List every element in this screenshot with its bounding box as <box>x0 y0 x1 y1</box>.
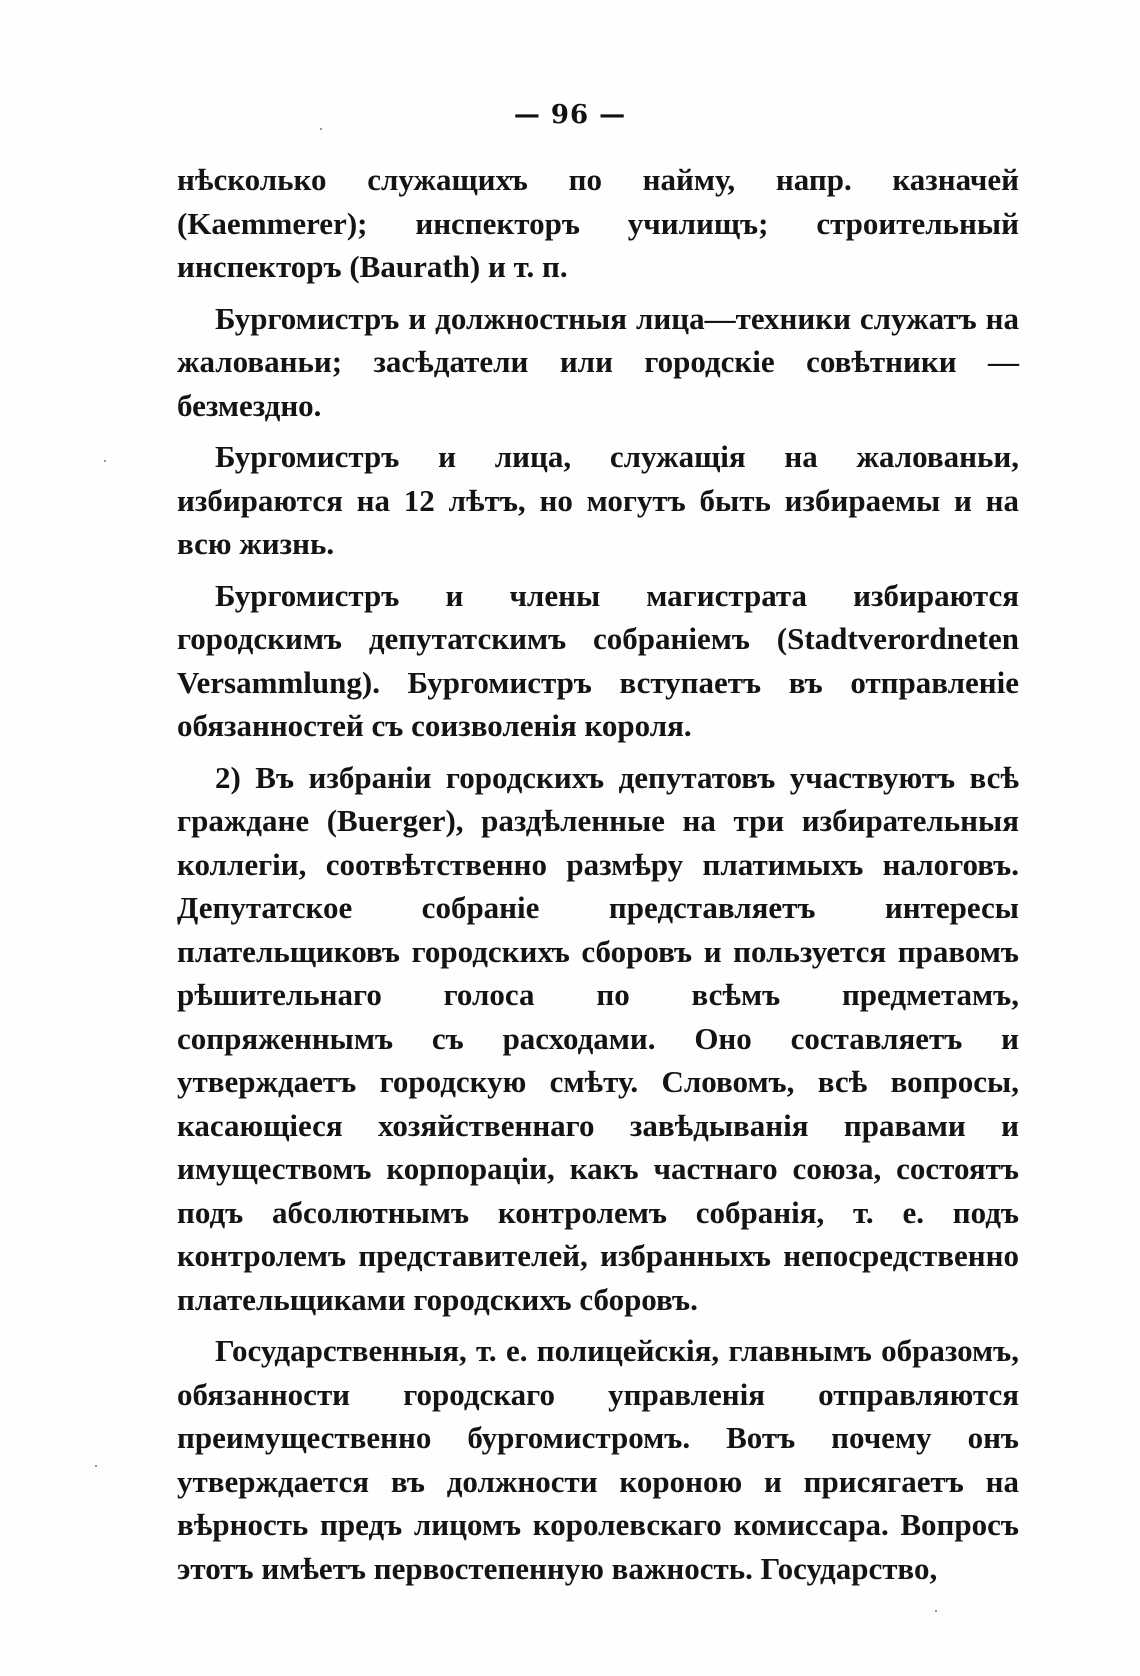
paragraph: Бургомистръ и лица, служащія на жалованьи, избираются на 12 лѣтъ, но могутъ быть избираемы и на всю жизнь. <box>177 439 1019 561</box>
body-text <box>177 158 1019 1598</box>
scan-speck <box>104 460 106 462</box>
paragraph: Государственныя, т. е. полицейскія, главнымъ образомъ, обязанности городскаго управленія отправляются преимущественно бургомистромъ. Вотъ почему онъ утверждается въ должности короною и присягаетъ на вѣрность предъ лицомъ королевскаго комиссара. Вопросъ этотъ имѣетъ первостепенную важность. Государство, <box>177 1333 1019 1586</box>
paragraph: нѣсколько служащихъ по найму, напр. казначей (Kaemmerer); инспекторъ училищъ; строительный инспекторъ (Baurath) и т. п. <box>177 162 1019 284</box>
page-number: — 96 — <box>513 100 627 130</box>
scan-speck <box>320 128 322 130</box>
paragraph: Бургомистръ и члены магистрата избираются городскимъ депутатскимъ собраніемъ (Stadtverordneten Versammlung). Бургомистръ вступаетъ въ отправленіе обязанностей съ соизволенія короля. <box>177 577 1019 743</box>
paragraph: 2) Въ избраніи городскихъ депутатовъ участвуютъ всѣ граждане (Buerger), раздѣленные на три избирательныя коллегіи, соотвѣтственно размѣру платимыхъ налоговъ. Депутатское собраніе представляетъ интересы плательщиковъ городскихъ сборовъ и пользуется правомъ рѣшительнаго голоса по всѣмъ предметамъ, сопряженнымъ съ расходами. Оно составляетъ и утверждаетъ городскую смѣту. Словомъ, всѣ вопросы, касающіеся хозяйственнаго завѣдыванія правами и имуществомъ корпораціи, какъ частнаго союза, состоятъ подъ абсолютнымъ контролемъ собранія, т. е. подъ контролемъ представителей, избранныхъ непосредственно плательщиками городскихъ сборовъ. <box>177 759 1019 1317</box>
scan-speck <box>935 1610 937 1612</box>
scan-speck <box>95 1465 97 1467</box>
paragraph: Бургомистръ и должностныя лица—техники служатъ на жалованьи; засѣдатели или городскіе совѣтники — безмездно. <box>177 300 1019 423</box>
